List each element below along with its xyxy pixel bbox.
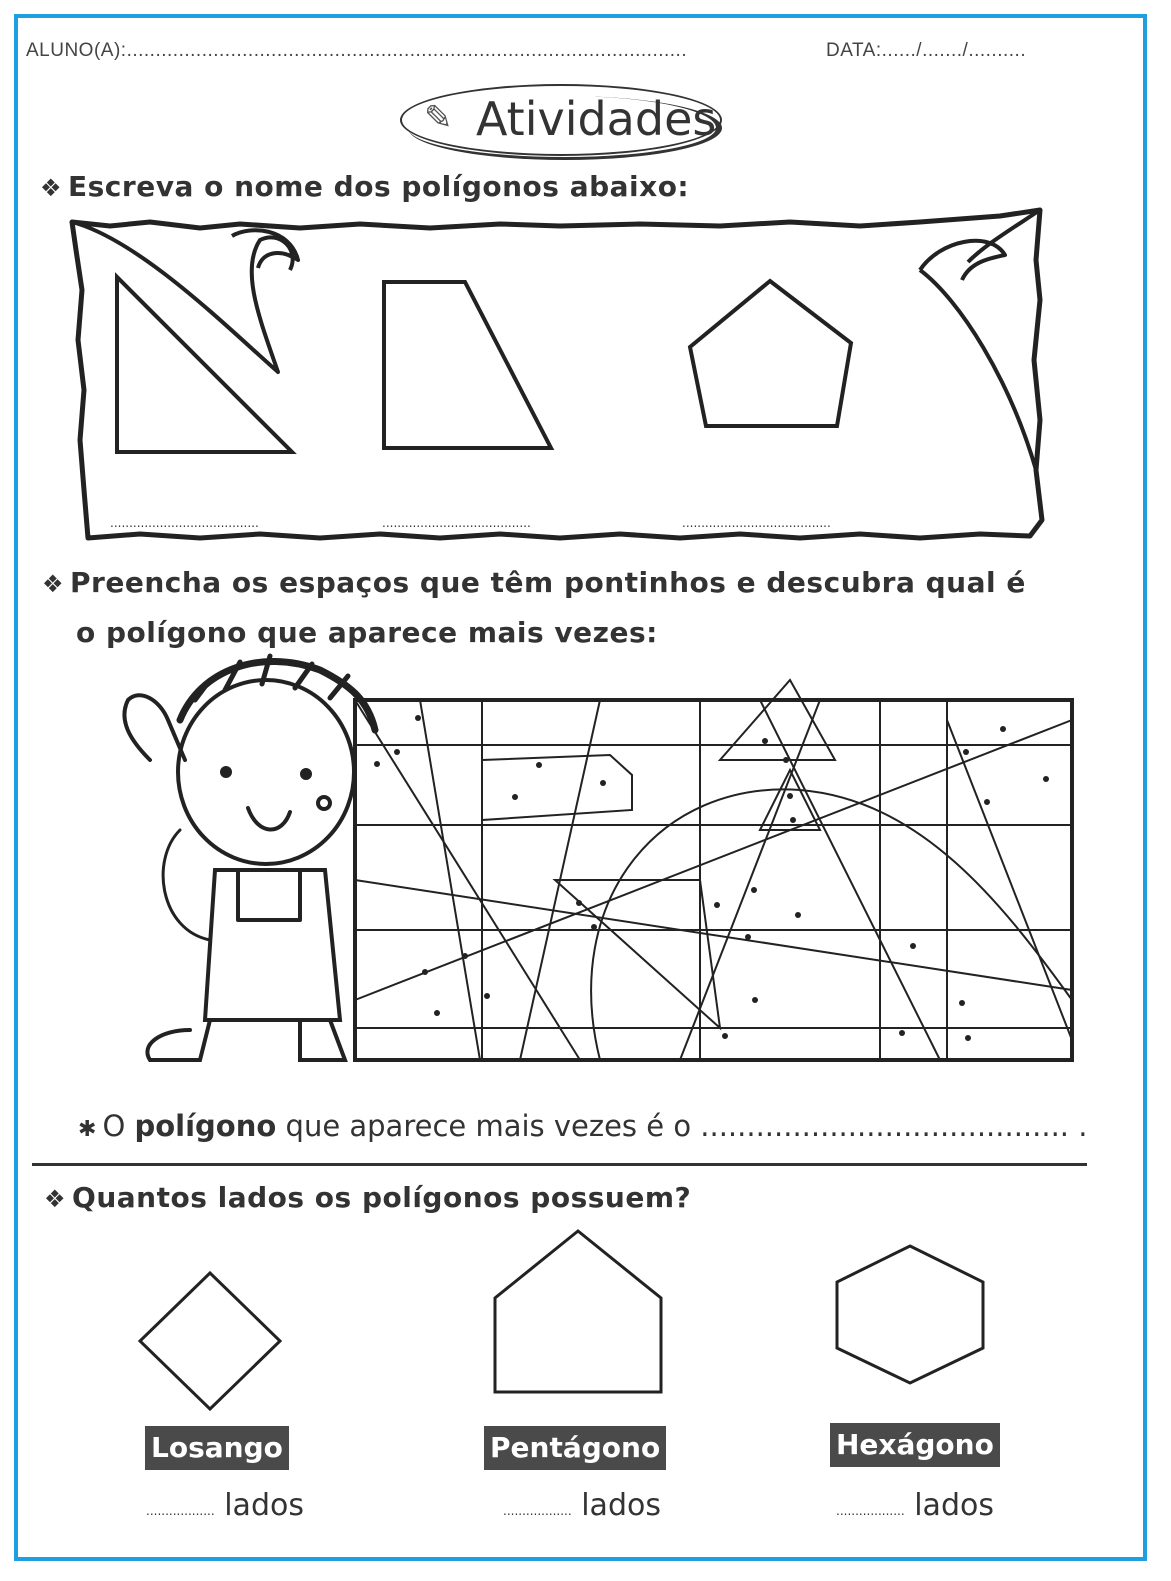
date-field[interactable]: DATA:....../......./..........: [826, 40, 1027, 61]
sides-answer-losango[interactable]: .................. lados: [146, 1488, 304, 1523]
pentagon-shape: [690, 281, 851, 426]
answer-blank-3[interactable]: .......................................: [682, 516, 831, 530]
boy-illustration: [124, 656, 375, 1060]
answer-blank-1[interactable]: .......................................: [110, 516, 259, 530]
instruction-2: ❖ Preencha os espaços que têm pontinhos e descubra qual é: [42, 566, 1026, 599]
page-title: Atividades: [476, 92, 717, 146]
scroll-banner: [72, 210, 1042, 538]
answer-blank-2[interactable]: .......................................: [382, 516, 531, 530]
bullet-icon: ❖: [40, 174, 63, 202]
instruction-1: ❖ Escreva o nome dos polígonos abaixo:: [40, 170, 690, 203]
trapezoid-shape: [384, 282, 551, 448]
divider: [32, 1163, 1087, 1166]
asterisk-icon: ✱: [78, 1117, 97, 1142]
shape-label-losango: Losango: [145, 1426, 289, 1470]
sides-answer-hexagono[interactable]: .................. lados: [836, 1488, 994, 1523]
sides-answer-pentagono[interactable]: .................. lados: [503, 1488, 661, 1523]
shape-label-pentagono: Pentágono: [484, 1426, 666, 1470]
rhombus-shape: [140, 1273, 280, 1409]
bullet-icon: ❖: [44, 1185, 67, 1213]
bullet-icon: ❖: [42, 570, 65, 598]
hexagon-shape: [837, 1246, 983, 1383]
shape-label-hexagono: Hexágono: [830, 1423, 1000, 1467]
instruction-3: ❖ Quantos lados os polígonos possuem?: [44, 1181, 692, 1214]
house-pentagon-shape: [495, 1231, 661, 1392]
right-triangle-shape: [117, 277, 292, 452]
student-name-field[interactable]: ALUNO(A):.................................................................................................: [26, 40, 688, 61]
instruction-2-cont: o polígono que aparece mais vezes:: [76, 616, 658, 649]
pencil-icon: ✎: [424, 98, 453, 138]
answer-sentence[interactable]: ✱ O polígono que aparece mais vezes é o ........................................ .: [78, 1109, 1088, 1143]
